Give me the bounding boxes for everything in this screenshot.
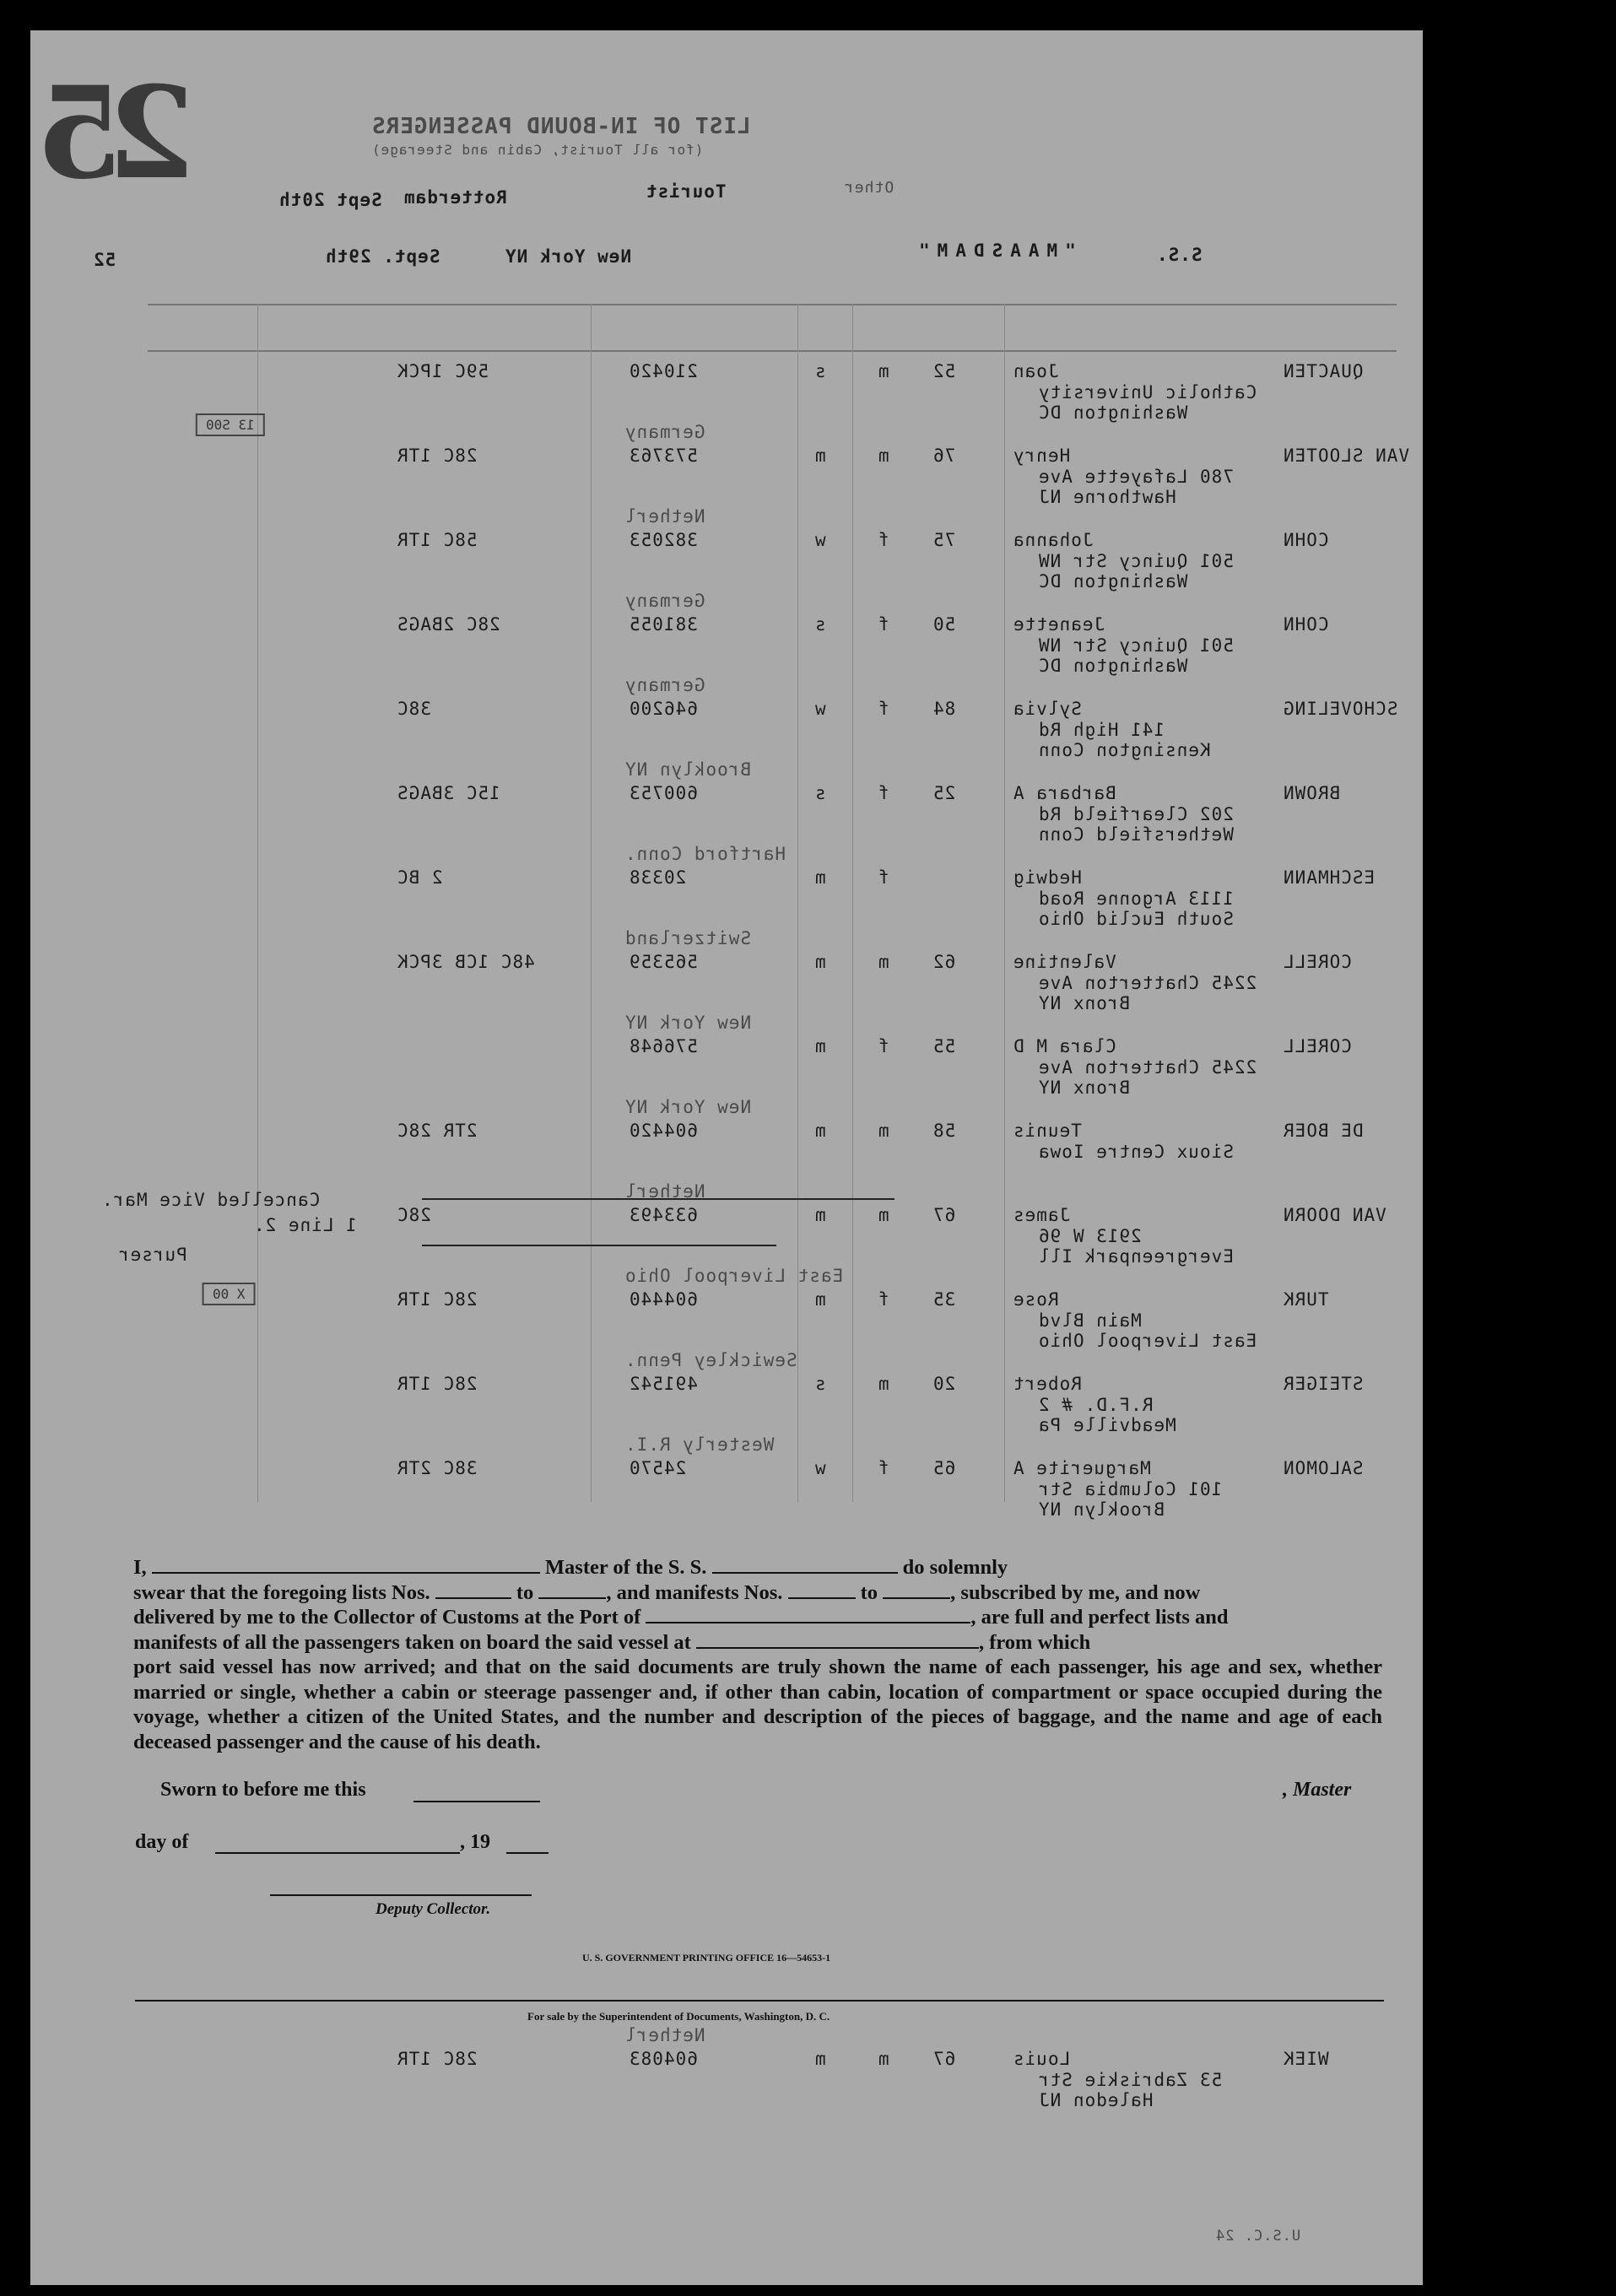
passenger-address: Hawthorne NJ: [1038, 487, 1176, 507]
passenger-surname: DE BOER: [1283, 1121, 1364, 1141]
passenger-nationality: Hartford Conn.: [624, 844, 786, 864]
oath-body: port said vessel has now arrived; and that on the said documents are truly shown the name of each passenger, his age and sex, whether married or single, whether a cabin or steerage passenger and, if other than cabin, location of compartment or space occupied during the voyage, whether a citizen of the United States, and the number and description of the pieces of baggage, and the name and age of each deceased passenger and the cause of his death.: [133, 1656, 1382, 1753]
passenger-marital: m: [814, 1121, 826, 1141]
passenger-marital: m: [814, 952, 826, 972]
passport-number: 604083: [629, 2049, 698, 2069]
passport-number: 600753: [629, 783, 698, 803]
passenger-marital: m: [814, 446, 826, 466]
deputy-collector-label: Deputy Collector.: [376, 1900, 491, 1918]
binder-hole: [1449, 766, 1494, 812]
baggage-count: 38C: [397, 699, 431, 719]
gpo-imprint: U. S. GOVERNMENT PRINTING OFFICE 16—54653-1: [582, 1952, 831, 1964]
manifest-from-field[interactable]: [788, 1597, 856, 1599]
purser-note: Purser: [118, 1245, 187, 1265]
passenger-nationality: East Liverpool Ohio: [624, 1266, 844, 1286]
passenger-age: 35: [932, 1289, 956, 1310]
passenger-given-name: Louis: [1013, 2049, 1071, 2069]
oath-text: to: [516, 1580, 534, 1604]
binder-hole: [1449, 516, 1494, 562]
list-to-field[interactable]: [538, 1597, 606, 1599]
passport-number: 491542: [629, 1374, 698, 1394]
passenger-nationality: Germany: [624, 422, 705, 442]
passenger-address: Washington DC: [1038, 402, 1188, 423]
passenger-address: R.F.D. # 2: [1038, 1395, 1154, 1415]
passenger-address: Haledon NJ: [1038, 2090, 1154, 2110]
passport-number: 382053: [629, 530, 698, 550]
vessel-name: "MAASDAM": [911, 240, 1076, 261]
passenger-given-name: James: [1013, 1205, 1071, 1225]
passenger-address: 501 Quincy Str NW: [1038, 635, 1234, 656]
passenger-address: 202 Clearfield Rd: [1038, 804, 1234, 824]
day-of-label: day of: [135, 1831, 189, 1853]
master-label: , Master: [1283, 1779, 1352, 1801]
passenger-address: Evergreenpark Ill: [1038, 1246, 1234, 1267]
passport-number: 565359: [629, 952, 698, 972]
passenger-address: Washington DC: [1038, 656, 1188, 676]
sworn-day-field[interactable]: [413, 1801, 540, 1802]
baggage-count: 28C 1TR: [397, 1374, 478, 1394]
passenger-nationality: Germany: [624, 675, 705, 695]
oath-solemnly: do solemnly: [902, 1556, 1008, 1579]
passenger-surname: VAN DOORN: [1283, 1205, 1386, 1225]
passenger-given-name: Sylvia: [1013, 699, 1082, 719]
master-name-field[interactable]: [152, 1572, 540, 1574]
baggage-count: 15C 3BAGS: [397, 783, 500, 803]
passenger-nationality: Brooklyn NY: [624, 759, 752, 780]
passport-number: 604420: [629, 1121, 698, 1141]
passenger-address: Sioux Centre Iowa: [1038, 1142, 1234, 1162]
passenger-age: 25: [932, 783, 956, 803]
office-stamp: 13 S00: [196, 413, 265, 436]
passenger-nationality: New York NY: [624, 1097, 752, 1117]
baggage-count: 28C: [397, 1205, 431, 1225]
passenger-address: Kensington Conn: [1038, 740, 1211, 760]
passenger-address: Brooklyn NY: [1038, 1499, 1165, 1520]
passenger-marital: s: [814, 1374, 826, 1394]
passenger-given-name: Robert: [1013, 1374, 1082, 1394]
passenger-surname: BROWN: [1283, 783, 1341, 803]
passenger-address: Bronx NY: [1038, 993, 1131, 1013]
passenger-address: Catholic University: [1038, 382, 1257, 402]
passenger-marital: m: [814, 1205, 826, 1225]
passenger-surname: WIEK: [1283, 2049, 1329, 2069]
oath-master-of: Master of the S. S.: [544, 1556, 707, 1579]
ship-prefix: S.S.: [1156, 245, 1203, 265]
passenger-age: 84: [932, 699, 956, 719]
column-rule: [797, 304, 798, 1502]
port-field[interactable]: [646, 1622, 970, 1623]
passenger-age: 75: [932, 530, 956, 550]
passenger-sex: f: [878, 1458, 889, 1478]
oath-i: I,: [133, 1556, 147, 1579]
line-note: 1 Line 2.: [253, 1215, 357, 1235]
passenger-address: Wethersfield Conn: [1038, 824, 1234, 845]
month-field[interactable]: [215, 1852, 460, 1854]
baggage-count: 2TR 28C: [397, 1121, 478, 1141]
passenger-address: 141 High Rd: [1038, 720, 1165, 740]
passenger-address: Meadville Pa: [1038, 1415, 1176, 1435]
baggage-count: 28C 1TR: [397, 446, 478, 466]
passport-number: 381055: [629, 614, 698, 635]
binder-hole: [1449, 1525, 1494, 1570]
passenger-address: 501 Quincy Str NW: [1038, 551, 1234, 571]
binder-hole: [1449, 2167, 1494, 2212]
passport-number: 573763: [629, 446, 698, 466]
passenger-given-name: Teunis: [1013, 1121, 1082, 1141]
passenger-address: South Euclid Ohio: [1038, 909, 1234, 929]
passport-number: 633493: [629, 1205, 698, 1225]
page-number: 25: [52, 59, 195, 208]
passenger-given-name: Johanna: [1013, 530, 1094, 550]
arrival-date: Sept. 29th: [325, 246, 440, 267]
passenger-age: 76: [932, 446, 956, 466]
binder-hole: [1449, 1701, 1494, 1747]
passport-number: 20338: [629, 867, 687, 888]
baggage-count: 2 BC: [397, 867, 443, 888]
passenger-given-name: Hedwig: [1013, 867, 1082, 888]
passenger-surname: CORELL: [1283, 952, 1352, 972]
column-header-rule: [148, 304, 1397, 305]
passenger-address: Washington DC: [1038, 571, 1188, 592]
passenger-given-name: Henry: [1013, 446, 1071, 466]
baggage-count: 58C 1TR: [397, 530, 478, 550]
passenger-age: 50: [932, 614, 956, 635]
binder-hole: [1449, 2056, 1494, 2101]
passenger-surname: VAN SLOOTEN: [1283, 446, 1410, 466]
passenger-age: 58: [932, 1121, 956, 1141]
passenger-address: 2913 W 96: [1038, 1226, 1142, 1246]
passport-number: 576648: [629, 1036, 698, 1056]
passenger-sex: f: [878, 1036, 889, 1056]
passenger-given-name: Valentine: [1013, 952, 1116, 972]
passenger-address: East Liverpool Ohio: [1038, 1331, 1257, 1351]
boarding-port-field[interactable]: [696, 1647, 979, 1649]
passenger-sex: f: [878, 614, 889, 635]
passenger-age: 52: [932, 361, 956, 381]
passenger-address: 1113 Argonne Road: [1038, 889, 1234, 909]
passenger-age: 65: [932, 1458, 956, 1478]
passenger-age: 67: [932, 2049, 956, 2069]
passenger-marital: m: [814, 1036, 826, 1056]
strike-through: [422, 1245, 776, 1246]
passenger-nationality: Sewickley Penn.: [624, 1350, 797, 1370]
strike-through: [422, 1198, 894, 1200]
signature-line: [270, 1894, 532, 1896]
passenger-nationality: Germany: [624, 591, 705, 611]
passenger-nationality: Netherl: [624, 2025, 705, 2045]
baggage-count: 28C 1TR: [397, 1289, 478, 1310]
passenger-surname: COHN: [1283, 614, 1329, 635]
passenger-sex: m: [878, 1205, 889, 1225]
passenger-surname: STEIGER: [1283, 1374, 1364, 1394]
oath-text: , from which: [978, 1630, 1091, 1654]
sailing-date: Sept 20th: [278, 190, 382, 210]
list-from-field[interactable]: [435, 1597, 511, 1599]
passenger-nationality: Netherl: [624, 506, 705, 527]
baggage-count: 28C 2BAGS: [397, 614, 500, 635]
passenger-given-name: Rose: [1013, 1289, 1059, 1310]
passenger-sex: m: [878, 952, 889, 972]
passenger-sex: f: [878, 530, 889, 550]
passenger-sex: m: [878, 2049, 889, 2069]
passenger-nationality: Netherl: [624, 1181, 705, 1202]
passenger-address: 2245 Chatterton Ave: [1038, 1057, 1257, 1078]
arrival-port: New York NY: [505, 246, 632, 267]
passport-number: 646200: [629, 699, 698, 719]
departure-port: Rotterdam: [403, 187, 507, 208]
passenger-surname: ESCHMANN: [1283, 867, 1375, 888]
column-rule: [852, 304, 853, 1502]
passenger-address: 2245 Chatterton Ave: [1038, 973, 1257, 993]
passenger-given-name: Clara M D: [1013, 1036, 1116, 1056]
office-stamp: X 00: [203, 1283, 256, 1305]
passenger-age: 67: [932, 1205, 956, 1225]
passenger-marital: w: [814, 530, 826, 550]
class-label: Tourist: [646, 181, 727, 202]
oath-text: , are full and perfect lists and: [970, 1606, 1229, 1629]
passenger-marital: w: [814, 699, 826, 719]
passenger-surname: TURK: [1283, 1289, 1329, 1310]
passenger-given-name: Jeanette: [1013, 614, 1105, 635]
manifest-to-field[interactable]: [883, 1597, 950, 1599]
masters-oath: I, Master of the S. S. do solemnly swear that the foregoing lists Nos. to , and manifests Nos. to , subscribed by me, and now delivered by me to the Collector of Customs at the Port of , are full and perfect lists and manifests of all the passengers taken on board the said vessel at , from which port said vessel has now arrived; and that on the said documents are truly shown the name of each passenger, his age and sex, whether married or single, whether a cabin or steerage passenger and, if other than cabin, location of compartment or space occupied during the voyage, whether a citizen of the United States, and the number and description of the pieces of baggage, and the name and age of each deceased passenger and the cause of his death.: [133, 1556, 1382, 1753]
passenger-sex: f: [878, 783, 889, 803]
passenger-surname: SCHOVELING: [1283, 699, 1398, 719]
passenger-address: 101 Columbia Str: [1038, 1479, 1223, 1499]
oath-text: manifests of all the passengers taken on board the said vessel at: [133, 1630, 691, 1654]
passenger-marital: s: [814, 614, 826, 635]
oath-text: , and manifests Nos.: [606, 1580, 783, 1604]
passport-number: 604440: [629, 1289, 698, 1310]
passport-number: 210420: [629, 361, 698, 381]
oath-text: to: [860, 1580, 878, 1604]
footer-rule: [135, 2000, 1384, 2002]
baggage-count: 59C 1PCK: [397, 361, 489, 381]
year-label: , 19: [460, 1831, 490, 1853]
passport-number: 24570: [629, 1458, 687, 1478]
oath-text: delivered by me to the Collector of Customs at the Port of: [133, 1606, 641, 1629]
column-rule: [1004, 304, 1005, 1502]
sale-imprint: For sale by the Superintendent of Documents, Washington, D. C.: [527, 2010, 830, 2023]
column-rule: [257, 304, 258, 1502]
binder-hole: [1449, 121, 1494, 166]
cancelled-note: Cancelled Vice Mar.: [101, 1190, 321, 1210]
passenger-sex: m: [878, 446, 889, 466]
oath-text: subscribed by me, and now: [960, 1580, 1201, 1604]
passenger-sex: f: [878, 699, 889, 719]
baggage-count: 28C 1TR: [397, 2049, 478, 2069]
baggage-count: 48C 1CB 3PCK: [397, 952, 535, 972]
passenger-marital: m: [814, 2049, 826, 2069]
passenger-surname: COHN: [1283, 530, 1329, 550]
passenger-nationality: New York NY: [624, 1013, 752, 1033]
passenger-surname: CORELL: [1283, 1036, 1352, 1056]
passenger-address: Main Blvd: [1038, 1310, 1142, 1331]
passenger-sex: m: [878, 361, 889, 381]
passenger-address: Bronx NY: [1038, 1078, 1131, 1098]
passenger-age: 55: [932, 1036, 956, 1056]
sworn-label: Sworn to before me this: [160, 1779, 366, 1801]
passenger-nationality: Switzerland: [624, 928, 752, 948]
passenger-given-name: Joan: [1013, 361, 1059, 381]
passenger-sex: m: [878, 1121, 889, 1141]
vessel-field[interactable]: [712, 1572, 898, 1574]
list-title: LIST OF IN-BOUND PASSENGERS: [371, 114, 751, 139]
passenger-sex: f: [878, 867, 889, 888]
passenger-surname: QUACTEN: [1283, 361, 1364, 381]
passenger-marital: m: [814, 1289, 826, 1310]
passenger-given-name: Barbara A: [1013, 783, 1116, 803]
passenger-marital: s: [814, 783, 826, 803]
passenger-sex: f: [878, 1289, 889, 1310]
passenger-marital: w: [814, 1458, 826, 1478]
passenger-age: 20: [932, 1374, 956, 1394]
passenger-marital: m: [814, 867, 826, 888]
class-prefix: Other: [844, 179, 894, 197]
passenger-surname: SALOMON: [1283, 1458, 1364, 1478]
oath-text: swear that the foregoing lists Nos.: [133, 1580, 430, 1604]
passenger-given-name: Marguerite A: [1013, 1458, 1151, 1478]
year-field[interactable]: [506, 1852, 549, 1854]
binder-hole: [1449, 253, 1494, 299]
passenger-nationality: Westerly R.I.: [624, 1434, 775, 1455]
passenger-address: 53 Zabriskie Str: [1038, 2070, 1223, 2090]
passenger-marital: s: [814, 361, 826, 381]
passenger-address: 780 Lafayette Ave: [1038, 467, 1234, 487]
form-number: U.S.C. 24: [1215, 2228, 1301, 2245]
passenger-age: 62: [932, 952, 956, 972]
list-subtitle: (for all Tourist, Cabin and Steerage): [371, 142, 704, 158]
column-header-rule: [148, 350, 1397, 352]
passenger-sex: m: [878, 1374, 889, 1394]
year: 52: [93, 250, 116, 270]
column-rule: [591, 304, 592, 1502]
baggage-count: 38C 2TR: [397, 1458, 478, 1478]
